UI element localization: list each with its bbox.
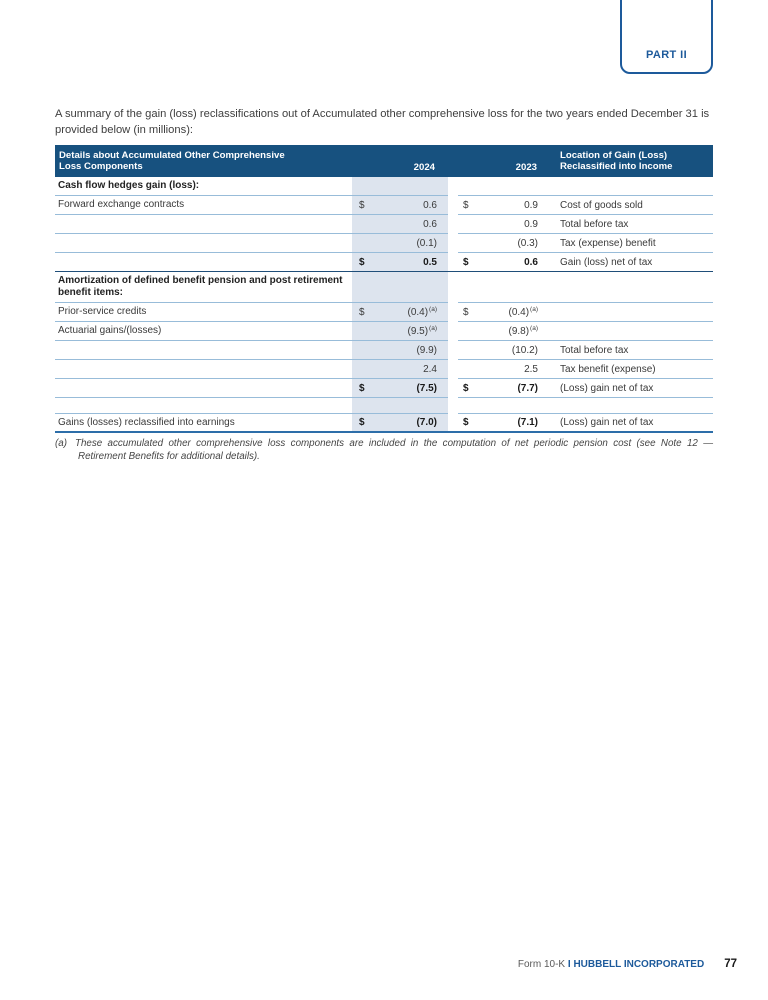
header-details-column xyxy=(55,145,352,177)
value-2024 xyxy=(352,398,448,414)
value-2023 xyxy=(458,177,548,196)
column-gap xyxy=(448,414,458,431)
column-gap xyxy=(448,177,458,196)
column-gap xyxy=(448,341,458,360)
table-row xyxy=(55,303,713,322)
value-2023 xyxy=(458,303,548,322)
cell-value: $(0.4)^{(a)}$ xyxy=(407,306,437,318)
value-2023 xyxy=(458,272,548,303)
location-cell xyxy=(548,398,713,414)
currency-symbol: $ xyxy=(463,417,469,428)
location-cell: (Loss) gain net of tax xyxy=(548,379,713,398)
row-label xyxy=(55,379,352,398)
table-body xyxy=(55,177,713,433)
cell-value: 0.5 xyxy=(423,256,437,268)
location-cell xyxy=(548,322,713,341)
cell-value: $(9.5)^{(a)}$ xyxy=(407,325,437,337)
cell-value: 0.6 xyxy=(524,256,538,268)
cell-value: 0.6 xyxy=(423,199,437,211)
location-cell: Cost of goods sold xyxy=(548,196,713,215)
header-year-2024: 2024 xyxy=(413,161,435,173)
row-label: Gains (losses) reclassified into earnings xyxy=(58,416,235,428)
row-label: Cash flow hedges gain (loss): xyxy=(55,177,352,196)
table-row xyxy=(55,196,713,215)
location-cell: (Loss) gain net of tax xyxy=(560,417,654,428)
footnote-a xyxy=(55,438,713,463)
value-2024 xyxy=(352,253,448,271)
currency-symbol: $ xyxy=(463,256,469,268)
value-2024 xyxy=(352,379,448,398)
row-label xyxy=(55,360,352,379)
table-row xyxy=(55,322,713,341)
row-label xyxy=(55,253,352,271)
column-gap xyxy=(448,215,458,234)
cell-value: (10.2) xyxy=(511,344,538,356)
value-2023 xyxy=(458,398,548,414)
part-ii-label: PART II xyxy=(645,49,688,61)
currency-symbol: $ xyxy=(463,382,469,394)
value-2023 xyxy=(458,234,548,253)
header-column-gap xyxy=(448,145,458,177)
footer-company-name: I HUBBELL INCORPORATED xyxy=(567,959,705,970)
footnote-ref: (a) xyxy=(530,325,538,332)
table-row xyxy=(55,253,713,272)
value-2024 xyxy=(352,322,448,341)
cell-value: 2.5 xyxy=(524,363,538,375)
row-label: Amortization of defined benefit pension and post retirement benefit items: xyxy=(55,272,352,303)
location-cell: Total before tax xyxy=(548,215,713,234)
cell-value: $(0.4)^{(a)}$ xyxy=(508,306,538,318)
part-ii-tab xyxy=(620,0,713,74)
value-2023 xyxy=(458,215,548,234)
column-gap xyxy=(448,253,458,271)
table-row xyxy=(55,215,713,234)
row-label xyxy=(55,398,352,414)
table-row xyxy=(55,360,713,379)
cell-value: (9.9) xyxy=(416,344,437,356)
table-row xyxy=(55,234,713,253)
column-gap xyxy=(448,272,458,303)
location-cell: Tax (expense) benefit xyxy=(548,234,713,253)
footnote-ref: (a) xyxy=(530,306,538,313)
comprehensive-loss-table xyxy=(55,145,713,433)
header-details-line2: Loss Components xyxy=(59,161,143,172)
cell-value: (7.7) xyxy=(517,382,538,394)
location-cell: Gain (loss) net of tax xyxy=(560,256,653,268)
header-location-line1: Location of Gain (Loss) xyxy=(560,149,668,161)
row-label xyxy=(55,234,352,253)
currency-symbol: $ xyxy=(359,199,365,211)
location-cell xyxy=(548,177,713,196)
footnote-marker: (a) xyxy=(55,438,67,449)
currency-symbol: $ xyxy=(359,256,365,268)
column-gap xyxy=(448,379,458,398)
table-row xyxy=(55,379,713,398)
table-row xyxy=(55,341,713,360)
value-2023 xyxy=(458,414,548,431)
value-2023 xyxy=(458,360,548,379)
footnote-text: These accumulated other comprehensive loss components are included in the computation of net periodic pension cost (see Note 12 — Retirement Benefits for additional details). xyxy=(74,438,713,462)
currency-symbol: $ xyxy=(359,417,365,428)
currency-symbol: $ xyxy=(359,382,365,394)
cell-value: (0.1) xyxy=(416,237,437,249)
intro-paragraph: A summary of the gain (loss) reclassifications out of Accumulated other comprehensive loss for the two years ended December 31 is provided below (in millions): xyxy=(55,108,710,136)
value-2024 xyxy=(352,360,448,379)
value-2024 xyxy=(352,234,448,253)
value-2023 xyxy=(458,379,548,398)
row-label: Forward exchange contracts xyxy=(55,196,352,215)
value-2023 xyxy=(458,341,548,360)
row-label xyxy=(55,215,352,234)
value-2023 xyxy=(458,322,548,341)
cell-value: (7.5) xyxy=(416,382,437,394)
table-row xyxy=(55,414,713,433)
column-gap xyxy=(448,322,458,341)
location-cell xyxy=(548,303,713,322)
currency-symbol: $ xyxy=(463,306,469,318)
column-gap xyxy=(448,360,458,379)
value-2024 xyxy=(352,196,448,215)
location-cell: Tax benefit (expense) xyxy=(548,360,713,379)
cell-value: (7.1) xyxy=(517,417,538,428)
footer-form-label: Form 10-K xyxy=(517,959,568,970)
column-gap xyxy=(448,196,458,215)
value-2024 xyxy=(352,341,448,360)
location-cell xyxy=(548,272,713,303)
table-row xyxy=(55,398,713,414)
footer-page-number: 77 xyxy=(724,958,737,970)
header-details-line1: Details about Accumulated Other Comprehensive xyxy=(59,149,285,161)
row-label: Actuarial gains/(losses) xyxy=(55,322,352,341)
cell-value: (0.3) xyxy=(517,237,538,249)
cell-value: 2.4 xyxy=(423,363,437,375)
location-cell: Total before tax xyxy=(548,341,713,360)
currency-symbol: $ xyxy=(359,306,365,318)
page-footer xyxy=(518,958,737,970)
value-2023 xyxy=(458,253,548,271)
footnote-ref: (a) xyxy=(429,306,437,313)
table-header-row xyxy=(55,145,713,177)
value-2024 xyxy=(352,414,448,431)
column-gap xyxy=(448,303,458,322)
header-year-2023: 2023 xyxy=(515,161,537,173)
currency-symbol: $ xyxy=(463,199,469,211)
footnote-ref: (a) xyxy=(429,325,437,332)
value-2024 xyxy=(352,177,448,196)
row-label: Prior-service credits xyxy=(55,303,352,322)
column-gap xyxy=(448,234,458,253)
cell-value: $(9.8)^{(a)}$ xyxy=(508,325,538,337)
column-gap xyxy=(448,398,458,414)
table-row xyxy=(55,177,713,196)
value-2024 xyxy=(352,215,448,234)
cell-value: 0.9 xyxy=(524,199,538,211)
header-location-line2: Reclassified into Income xyxy=(560,161,673,172)
cell-value: 0.9 xyxy=(524,218,538,230)
cell-value: 0.6 xyxy=(423,218,437,230)
row-label xyxy=(55,341,352,360)
value-2024 xyxy=(352,272,448,303)
value-2023 xyxy=(458,196,548,215)
header-location-column xyxy=(548,145,713,177)
cell-value: (7.0) xyxy=(416,417,437,428)
value-2024 xyxy=(352,303,448,322)
table-row xyxy=(55,272,713,303)
